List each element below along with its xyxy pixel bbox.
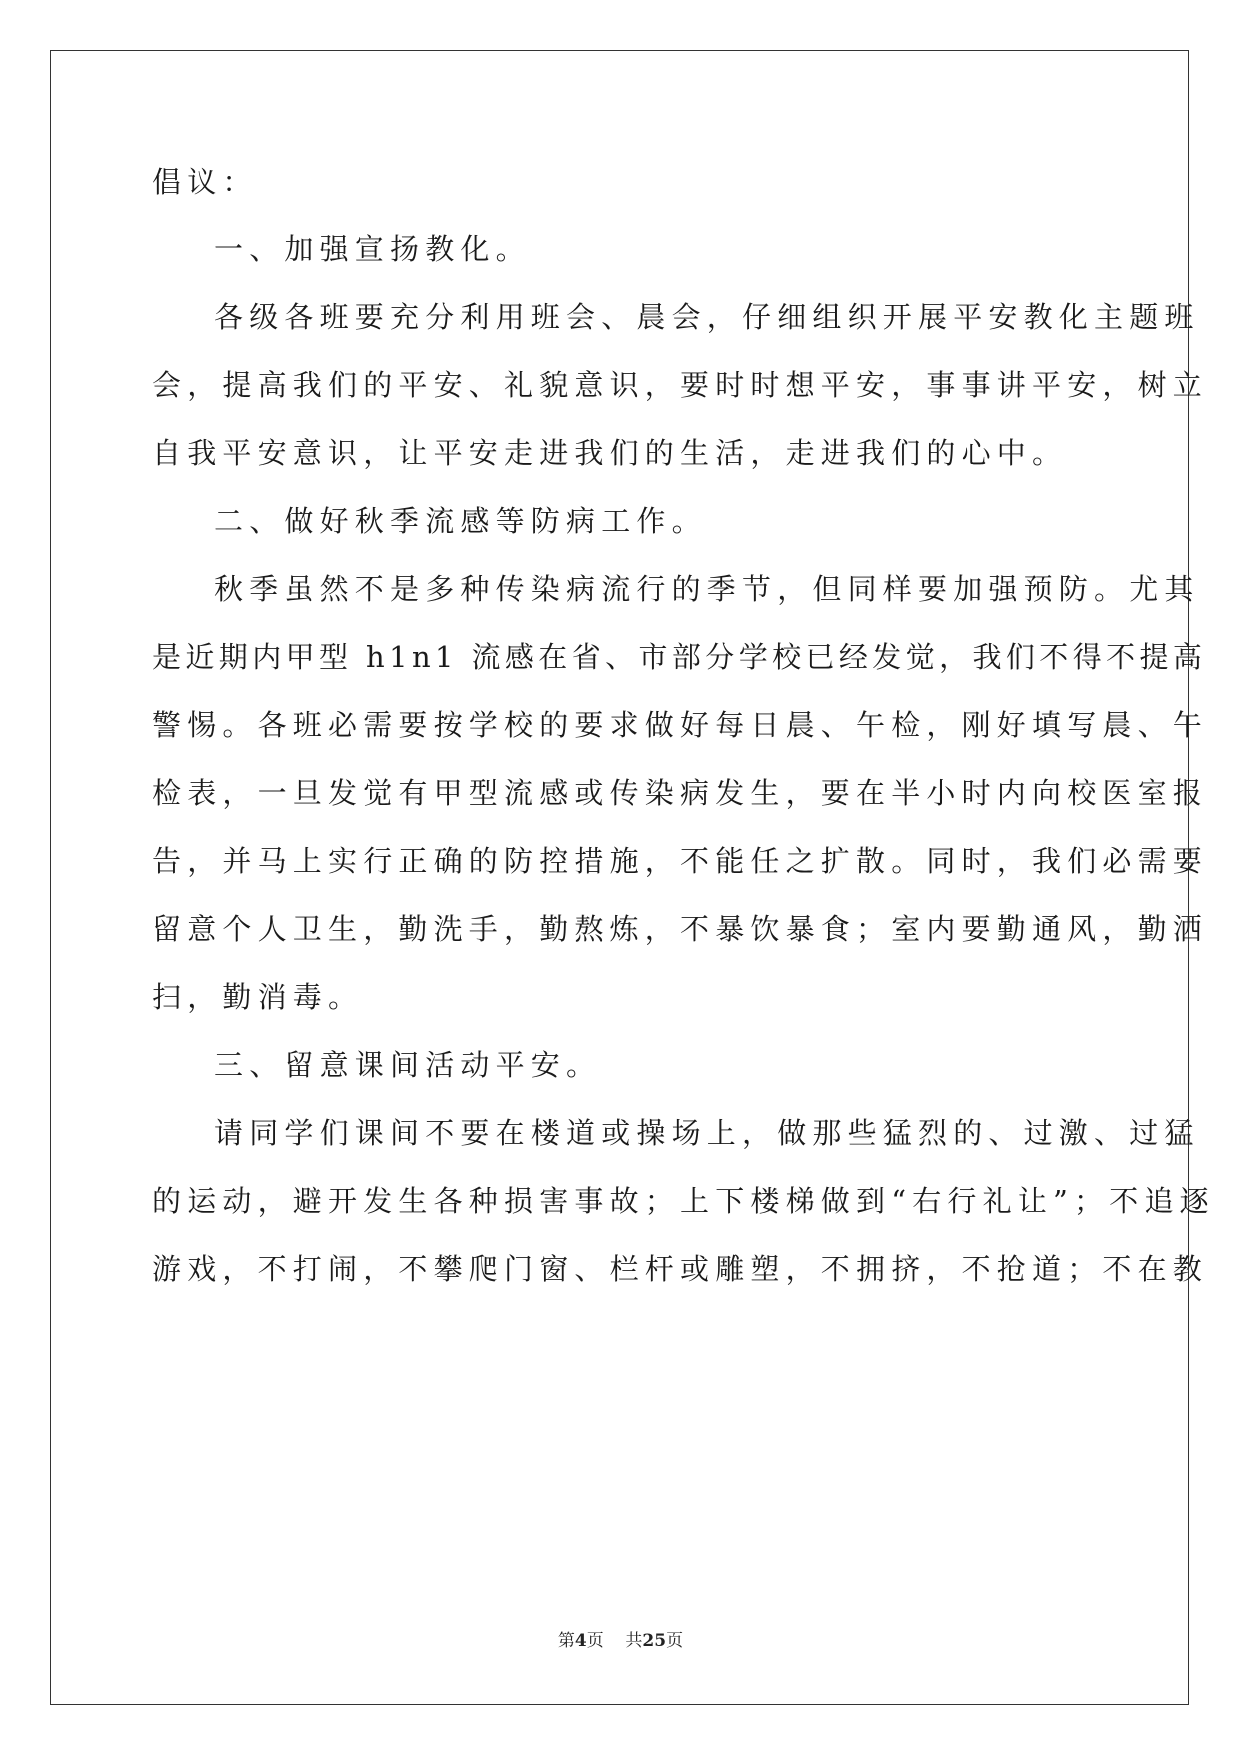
text-line: 检表，一旦发觉有甲型流感或传染病发生，要在半小时内向校医室报 [152, 776, 1209, 810]
text-line: 倡议： [152, 165, 258, 199]
text-line: 告，并马上实行正确的防控措施，不能任之扩散。同时，我们必需要 [152, 844, 1209, 878]
total-pages: 25 [642, 1631, 667, 1651]
text-line: 留意个人卫生，勤洗手，勤熬炼，不暴饮暴食；室内要勤通风，勤洒 [152, 912, 1209, 946]
text-line: 自我平安意识，让平安走进我们的生活，走进我们的心中。 [152, 436, 1068, 470]
text-line: 游戏，不打闹，不攀爬门窗、栏杆或雕塑，不拥挤，不抢道；不在教 [152, 1252, 1209, 1286]
text-line: 警惕。各班必需要按学校的要求做好每日晨、午检，刚好填写晨、午 [152, 708, 1209, 742]
text-line: 秋季虽然不是多种传染病流行的季节，但同样要加强预防。尤其 [214, 572, 1200, 606]
text-line: 会，提高我们的平安、礼貌意识，要时时想平安，事事讲平安，树立 [152, 368, 1209, 402]
footer-total-suffix: 页 [666, 1631, 684, 1651]
text-line: 的运动，避开发生各种损害事故；上下楼梯做到“右行礼让”；不追逐 [152, 1184, 1215, 1218]
section-heading: 二、做好秋季流感等防病工作。 [214, 504, 707, 538]
footer-prefix: 第 [557, 1631, 575, 1651]
section-heading: 一、加强宣扬教化。 [214, 232, 531, 266]
text-line: 扫，勤消毒。 [152, 980, 364, 1014]
text-line: 请同学们课间不要在楼道或操场上，做那些猛烈的、过激、过猛 [214, 1116, 1200, 1150]
text-line: 各级各班要充分利用班会、晨会，仔细组织开展平安教化主题班 [214, 300, 1200, 334]
text-line: 是近期内甲型 h1n1 流感在省、市部分学校已经发觉，我们不得不提高 [152, 640, 1207, 674]
page-footer [0, 1626, 1241, 1651]
footer-total-prefix: 共 [625, 1631, 643, 1651]
page-number: 4 [574, 1631, 587, 1651]
section-heading: 三、留意课间活动平安。 [214, 1048, 602, 1082]
footer-page-suffix: 页 [586, 1631, 604, 1651]
